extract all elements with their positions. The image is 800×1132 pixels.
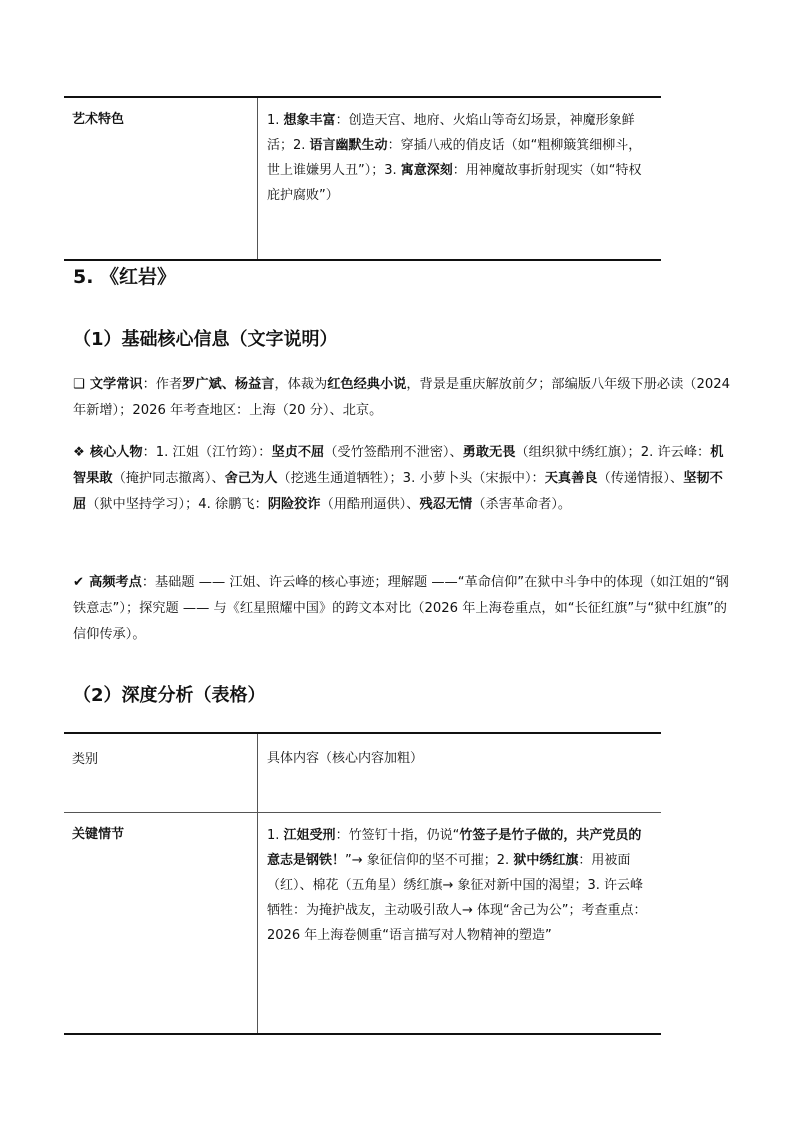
bold-text: 红色经典小说	[327, 377, 407, 392]
bold-text: 江姐受刑	[283, 828, 336, 843]
text-run: （传递情报）、	[597, 471, 684, 486]
bold-text: 竹签子是竹子做的，共产党员的意志是钢铁！	[267, 828, 642, 868]
art-features-table	[64, 96, 661, 261]
table-header-category: 类别	[64, 733, 258, 813]
bold-text: 语言幽默生动	[309, 138, 388, 153]
table-content-key-plot	[258, 813, 662, 1035]
text-run: ：用神魔故事折射现实（如“特权庇护腐败”）	[267, 163, 642, 203]
table-content-art-features	[258, 97, 662, 260]
bold-text: 阴险狡诈	[267, 497, 321, 512]
bold-text: 坚韧不屈	[73, 471, 723, 512]
text-run: （挖逃生通道牺牲）；3. 小萝卜头（宋振中）：	[277, 471, 545, 486]
text-run: （用酷刑逼供）、	[320, 497, 420, 512]
bold-text: 勇敢无畏	[462, 445, 516, 460]
text-run: 1.	[267, 113, 284, 128]
bold-text: 高频考点	[89, 575, 142, 590]
text-run: （狱中坚持学习）；4. 徐鹏飞：	[86, 497, 268, 512]
text-run: ：基础题 —— 江姐、许云峰的核心事迹；理解题 ——“革命信仰”在狱中斗争中的体现（如江姐的“钢铁意志”）；探究题 —— 与《红星照耀中国》的跨文本对比（2026 年上海卷重点，如“长征红旗”与“狱中红旗”的信仰传承）。	[73, 575, 729, 642]
text-run: ：作者	[142, 377, 183, 392]
bold-text: 坚贞不屈	[271, 445, 325, 460]
table-row	[64, 813, 661, 1035]
text-run: （组织狱中绣红旗）；2. 许云峰：	[515, 445, 711, 460]
deep-analysis-table	[64, 732, 661, 1035]
bold-text: 舍己为人	[224, 471, 278, 486]
text-run: ：竹签钉十指，仍说“	[335, 828, 460, 843]
bold-text: 罗广斌、杨益言	[182, 377, 275, 392]
text-run: ，体裁为	[274, 377, 328, 392]
text-run: （杀害革命者）。	[472, 497, 572, 512]
table-header-row	[64, 733, 661, 813]
bold-text: 想象丰富	[283, 113, 336, 128]
text-run: ：创造天宫、地府、火焰山等奇幻场景，神魔形象鲜活；2.	[267, 113, 635, 153]
subheading-deep-analysis: （2）深度分析（表格）	[73, 685, 266, 706]
bold-text: 狱中绣红旗	[513, 853, 579, 868]
bold-text: 机智果敢	[73, 445, 724, 486]
subheading-basic-info: （1）基础核心信息（文字说明）	[73, 329, 338, 350]
text-run: （掩护同志撤离）、	[112, 471, 225, 486]
text-run: ：1. 江姐（江竹筠）：	[142, 445, 272, 460]
paragraph-exam-points	[73, 570, 733, 648]
table-row	[64, 97, 661, 260]
bold-text: 核心人物	[89, 445, 143, 460]
paragraph-literary-knowledge	[73, 372, 733, 424]
bold-text: 文学常识	[89, 377, 143, 392]
table-label-key-plot: 关键情节	[64, 813, 258, 1035]
text-run: 1.	[267, 828, 284, 843]
section-heading-hongyan: 5. 《红岩》	[73, 266, 177, 288]
text-run: ：用被面（红）、棉花（五角星）绣红旗→ 象征对新中国的渴望；3. 许云峰牺牲：为掩护战友，主动吸引敌人→ 体现“舍己为公”；考查重点：2026 年上海卷侧重“语言描写对人物精神的塑造”	[267, 853, 647, 943]
bold-text: 寓意深刻	[400, 163, 453, 178]
square-bullet-icon: ❑	[73, 377, 85, 392]
bold-text: 天真善良	[544, 471, 598, 486]
text-run: ”→ 象征信仰的坚不可摧；2.	[345, 853, 514, 868]
diamond-bullet-icon: ❖	[73, 445, 85, 460]
text-run: ，背景是重庆解放前夕；部编版八年级下册必读（2024 年新增）；2026 年考查地区：上海（20 分）、北京。	[73, 377, 731, 418]
table-header-content: 具体内容（核心内容加粗）	[258, 733, 662, 813]
text-run: ：穿插八戒的俏皮话（如“粗柳簸箕细柳斗，世上谁嫌男人丑”）；3.	[267, 138, 642, 178]
checkmark-bullet-icon: ✔	[73, 575, 85, 590]
table-label-art-features: 艺术特色	[64, 97, 258, 260]
paragraph-core-characters	[73, 440, 733, 518]
text-run: （受竹签酷刑不泄密）、	[324, 445, 463, 460]
bold-text: 残忍无情	[419, 497, 473, 512]
